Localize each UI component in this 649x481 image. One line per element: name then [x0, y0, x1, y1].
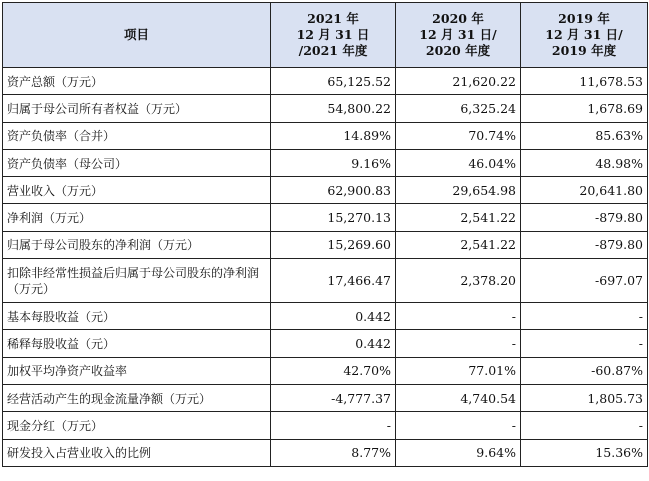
- row-label: 现金分红（万元）: [3, 412, 271, 439]
- value-2019: -879.80: [521, 231, 648, 258]
- table-row: [3, 330, 648, 357]
- table-row: [3, 95, 648, 122]
- table-row: [3, 357, 648, 384]
- table-row: [3, 384, 648, 411]
- value-2021: 14.89%: [271, 122, 396, 149]
- value-2021: 17,466.47: [271, 259, 396, 303]
- value-2021: -: [271, 412, 396, 439]
- value-2020: -: [396, 330, 521, 357]
- value-2019: -: [521, 412, 648, 439]
- value-2019: 48.98%: [521, 149, 648, 176]
- value-2021: 8.77%: [271, 439, 396, 466]
- table-row: [3, 204, 648, 231]
- value-2021: 9.16%: [271, 149, 396, 176]
- table-row: [3, 149, 648, 176]
- value-2020: 2,541.22: [396, 204, 521, 231]
- value-2019: 15.36%: [521, 439, 648, 466]
- value-2021: 15,269.60: [271, 231, 396, 258]
- value-2021: 0.442: [271, 303, 396, 330]
- row-label: 基本每股收益（元）: [3, 303, 271, 330]
- row-label: 稀释每股收益（元）: [3, 330, 271, 357]
- header-2020: 2020 年 12 月 31 日/ 2020 年度: [396, 3, 521, 68]
- table-row: [3, 122, 648, 149]
- value-2021: 65,125.52: [271, 68, 396, 95]
- value-2021: 42.70%: [271, 357, 396, 384]
- value-2020: 2,541.22: [396, 231, 521, 258]
- table-row: [3, 412, 648, 439]
- value-2021: 54,800.22: [271, 95, 396, 122]
- value-2020: 29,654.98: [396, 177, 521, 204]
- row-label: 资产负债率（合并）: [3, 122, 271, 149]
- value-2021: 15,270.13: [271, 204, 396, 231]
- value-2021: -4,777.37: [271, 384, 396, 411]
- row-label: 归属于母公司所有者权益（万元）: [3, 95, 271, 122]
- value-2019: -: [521, 303, 648, 330]
- table-row: [3, 231, 648, 258]
- row-label: 经营活动产生的现金流量净额（万元）: [3, 384, 271, 411]
- table-row: [3, 177, 648, 204]
- value-2019: 1,678.69: [521, 95, 648, 122]
- value-2019: -697.07: [521, 259, 648, 303]
- row-label: 净利润（万元）: [3, 204, 271, 231]
- value-2019: 1,805.73: [521, 384, 648, 411]
- value-2020: 77.01%: [396, 357, 521, 384]
- value-2020: -: [396, 303, 521, 330]
- table-row: [3, 303, 648, 330]
- value-2020: 46.04%: [396, 149, 521, 176]
- header-2019: 2019 年 12 月 31 日/ 2019 年度: [521, 3, 648, 68]
- header-item: 项目: [3, 3, 271, 68]
- value-2020: -: [396, 412, 521, 439]
- row-label: 资产总额（万元）: [3, 68, 271, 95]
- value-2021: 62,900.83: [271, 177, 396, 204]
- row-label: 资产负债率（母公司）: [3, 149, 271, 176]
- value-2020: 6,325.24: [396, 95, 521, 122]
- value-2020: 9.64%: [396, 439, 521, 466]
- table-row: [3, 68, 648, 95]
- value-2020: 2,378.20: [396, 259, 521, 303]
- value-2019: -60.87%: [521, 357, 648, 384]
- row-label: 归属于母公司股东的净利润（万元）: [3, 231, 271, 258]
- financial-data-table: [2, 2, 648, 467]
- header-2021: 2021 年 12 月 31 日 /2021 年度: [271, 3, 396, 68]
- value-2021: 0.442: [271, 330, 396, 357]
- value-2019: 20,641.80: [521, 177, 648, 204]
- row-label: 扣除非经常性损益后归属于母公司股东的净利润（万元）: [3, 259, 271, 303]
- row-label: 研发投入占营业收入的比例: [3, 439, 271, 466]
- table-row: [3, 259, 648, 303]
- table-row: [3, 439, 648, 466]
- row-label: 加权平均净资产收益率: [3, 357, 271, 384]
- value-2020: 4,740.54: [396, 384, 521, 411]
- value-2019: -879.80: [521, 204, 648, 231]
- value-2019: -: [521, 330, 648, 357]
- row-label: 营业收入（万元）: [3, 177, 271, 204]
- value-2020: 70.74%: [396, 122, 521, 149]
- table-header-row: [3, 3, 648, 68]
- value-2019: 11,678.53: [521, 68, 648, 95]
- value-2019: 85.63%: [521, 122, 648, 149]
- value-2020: 21,620.22: [396, 68, 521, 95]
